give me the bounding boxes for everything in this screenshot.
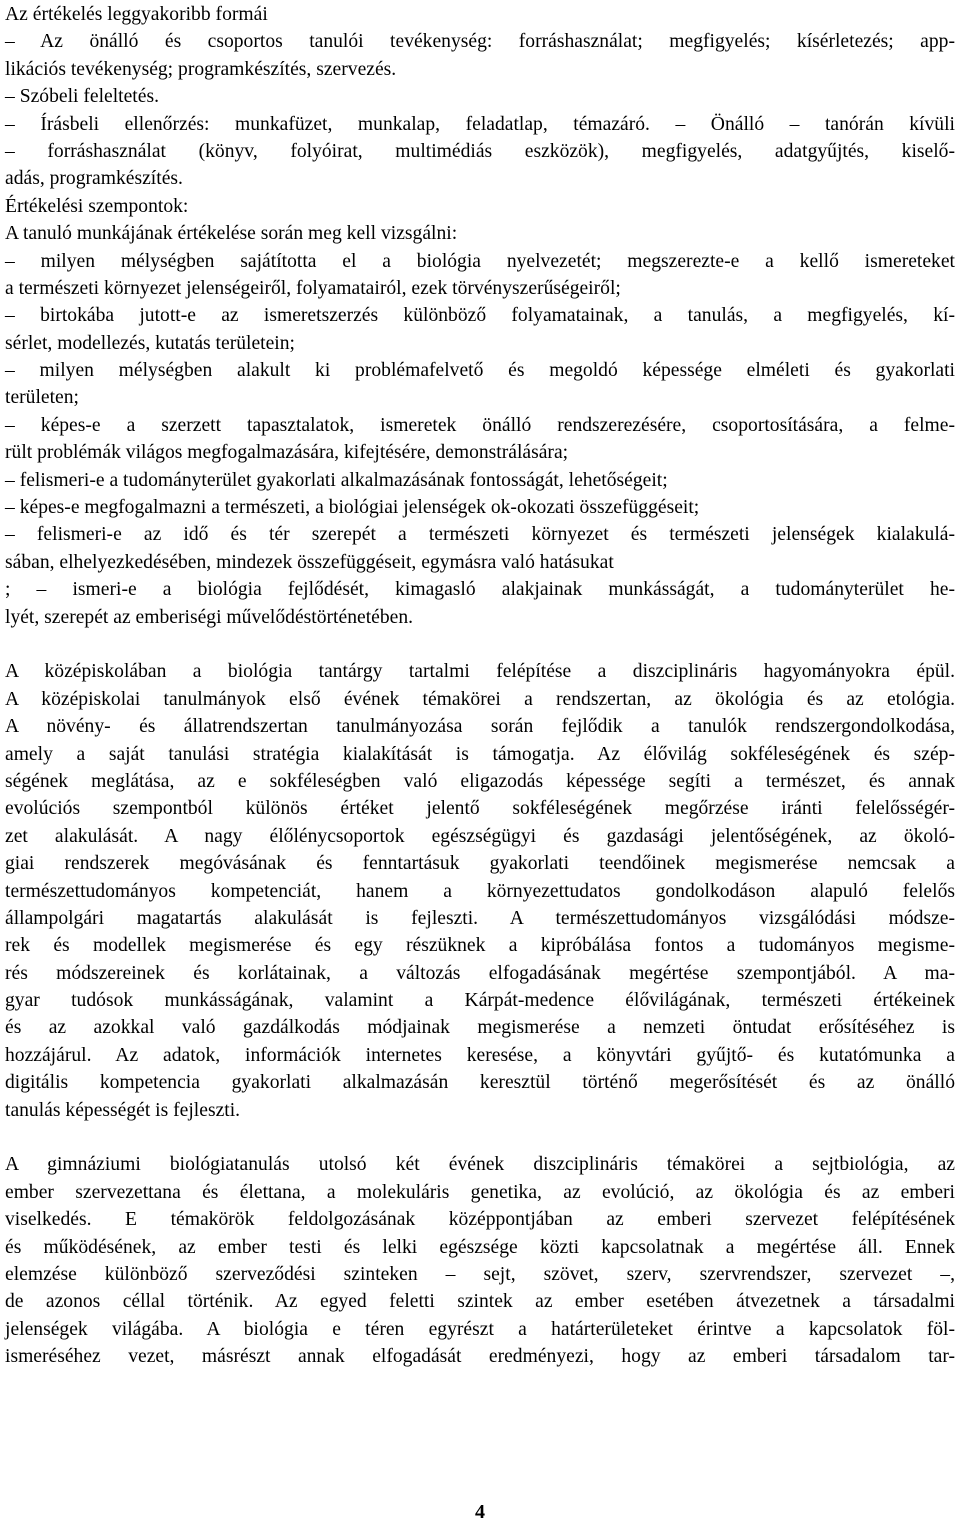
- text-line: ségének meglátása, az e sokféleségben való eligazodás képessége segíti a természet, és annak: [5, 770, 955, 792]
- text-line: és az azokkal való gazdálkodás módjainak megismerése a nemzeti öntudat erősítéséhez is: [5, 1017, 955, 1039]
- text-line: viselkedés. E témakörök feldolgozásának középpontjában az emberi szervezet felépítésének: [5, 1209, 955, 1231]
- paragraph-gap: [5, 1124, 955, 1151]
- text-line: jelenségek világába. A biológia e téren egyrészt a határterületeket érintve a kapcsolatok föl-: [5, 1318, 955, 1340]
- text-line: – Írásbeli ellenőrzés: munkafüzet, munkalap, feladatlap, témazáró. – Önálló – tanórán kívüli: [5, 113, 955, 135]
- text-line: adás, programkészítés.: [5, 168, 183, 190]
- text-line: A növény- és állatrendszertan tanulmányozása során fejlődik a tanulók rendszergondolkodása,: [5, 716, 955, 738]
- page-number: 4: [475, 1501, 485, 1523]
- text-line: rült problémák világos megfogalmazására, kifejtésére, demonstrálására;: [5, 442, 569, 464]
- text-line: – képes-e megfogalmazni a természeti, a biológiai jelenségek ok-okozati összefüggéseit;: [5, 497, 700, 519]
- text-line: sérlet, modellezés, kutatás területein;: [5, 332, 295, 354]
- document-page: [5, 1, 955, 1371]
- text-line: területen;: [5, 387, 79, 409]
- text-line: gyar tudósok munkásságának, valamint a Kárpát-medence élővilágának, természeti értékeinek: [5, 990, 955, 1012]
- text-line: állampolgári magatartás alakulását is fejleszti. A természettudományos vizsgálódási módsze-: [5, 907, 955, 929]
- text-line: – felismeri-e az idő és tér szerepét a természeti környezet és természeti jelenségek kialakulá-: [5, 524, 955, 546]
- text-line: A középiskolában a biológia tantárgy tartalmi felépítése a diszciplináris hagyományokra épül.: [5, 661, 955, 683]
- text-line: de azonos céllal történik. Az egyed feletti szintek az ember esetében átvezetnek a társadalmi: [5, 1291, 955, 1313]
- secondary-school-paragraph: [5, 658, 955, 1124]
- text-line: Az értékelés leggyakoribb formái: [5, 4, 268, 25]
- text-line: hozzájárul. Az adatok, információk internetes keresése, a könyvtári gyűjtő- és kutatómunka a: [5, 1044, 955, 1066]
- text-line: ; – ismeri-e a biológia fejlődését, kimagasló alakjainak munkásságát, a tudományterület he-: [5, 579, 955, 601]
- text-line: – birtokába jutott-e az ismeretszerzés különböző folyamatainak, a tanulás, a megfigyelés, kí-: [5, 305, 955, 327]
- assessment-section: [5, 1, 955, 631]
- text-line: – milyen mélységben sajátította el a biológia nyelvezetét; megszerezte-e a kellő ismereteket: [5, 250, 955, 272]
- text-line: – képes-e a szerzett tapasztalatok, ismeretek önálló rendszerezésére, csoportosítására, a felme-: [5, 414, 955, 436]
- text-line: giai rendszerek megóvásának és fenntartásuk gyakorlati teendőinek megismerése nemcsak a: [5, 853, 955, 875]
- text-line: – forráshasználat (könyv, folyóirat, multimédiás eszközök), megfigyelés, adatgyűjtés, kiselő-: [5, 140, 955, 162]
- text-line: – milyen mélységben alakult ki problémafelvető és megoldó képessége elméleti és gyakorlati: [5, 360, 955, 382]
- text-line: természettudományos kompetenciát, hanem a környezettudatos gondolkodáson alapuló felelős: [5, 880, 955, 902]
- text-line: – Szóbeli feleltetés.: [5, 86, 159, 108]
- gymnasium-paragraph: [5, 1151, 955, 1370]
- text-line: ember szervezettana és élettana, a molekuláris genetika, az evolúció, az ökológia és az emberi: [5, 1181, 955, 1203]
- text-line: A középiskolai tanulmányok első évének témakörei a rendszertan, az ökológia és az etológia.: [5, 688, 955, 710]
- text-line: tanulás képességét is fejleszti.: [5, 1099, 241, 1121]
- text-line: elemzése különböző szerveződési szinteken – sejt, szövet, szerv, szervrendszer, szervezet –,: [5, 1263, 955, 1285]
- text-line: zet alakulását. A nagy élőlénycsoportok egészségügyi és gazdasági jelentőségének, az ökoló-: [5, 825, 955, 847]
- text-line: A gimnáziumi biológiatanulás utolsó két évének diszciplináris témakörei a sejtbiológia, az: [5, 1154, 955, 1176]
- text-line: Értékelési szempontok:: [5, 195, 189, 217]
- text-line: sában, elhelyezkedésében, mindezek összefüggéseit, egymásra való hatásukat: [5, 551, 614, 573]
- text-line: rés módszereinek és korlátainak, a változás elfogadásának megértése szempontjából. A ma-: [5, 962, 955, 984]
- text-line: – Az önálló és csoportos tanulói tevékenység: forráshasználat; megfigyelés; kísérletezés; app-: [5, 31, 955, 53]
- text-line: lyét, szerepét az emberiségi művelődéstörténetében.: [5, 606, 414, 628]
- text-line: A tanuló munkájának értékelése során meg kell vizsgálni:: [5, 223, 458, 245]
- text-line: és működésének, az ember testi és lelki egészsége közti kapcsolatnak a megértése áll. Ennek: [5, 1236, 955, 1258]
- paragraph-gap: [5, 631, 955, 658]
- text-line: likációs tevékenység; programkészítés, szervezés.: [5, 58, 397, 80]
- text-line: ismeréséhez vezet, másrészt annak elfogadását eredményezi, hogy az emberi társadalom tar-: [5, 1346, 955, 1368]
- text-line: amely a saját tanulási stratégia kialakítását is támogatja. Az élővilág sokféleségének és szép-: [5, 743, 955, 765]
- text-line: digitális kompetencia gyakorlati alkalmazásán keresztül történő megerősítését és az önálló: [5, 1072, 955, 1094]
- text-line: evolúciós szempontból különös értéket jelentő sokféleségének megőrzése iránti felelősségér-: [5, 798, 955, 820]
- text-line: – felismeri-e a tudományterület gyakorlati alkalmazásának fontosságát, lehetőségeit;: [5, 469, 668, 491]
- text-line: rek és modellek megismerése és egy részüknek a kipróbálása fontos a tudományos megisme-: [5, 935, 955, 957]
- text-line: a természeti környezet jelenségeiről, folyamatairól, ezek törvényszerűségeiről;: [5, 277, 621, 299]
